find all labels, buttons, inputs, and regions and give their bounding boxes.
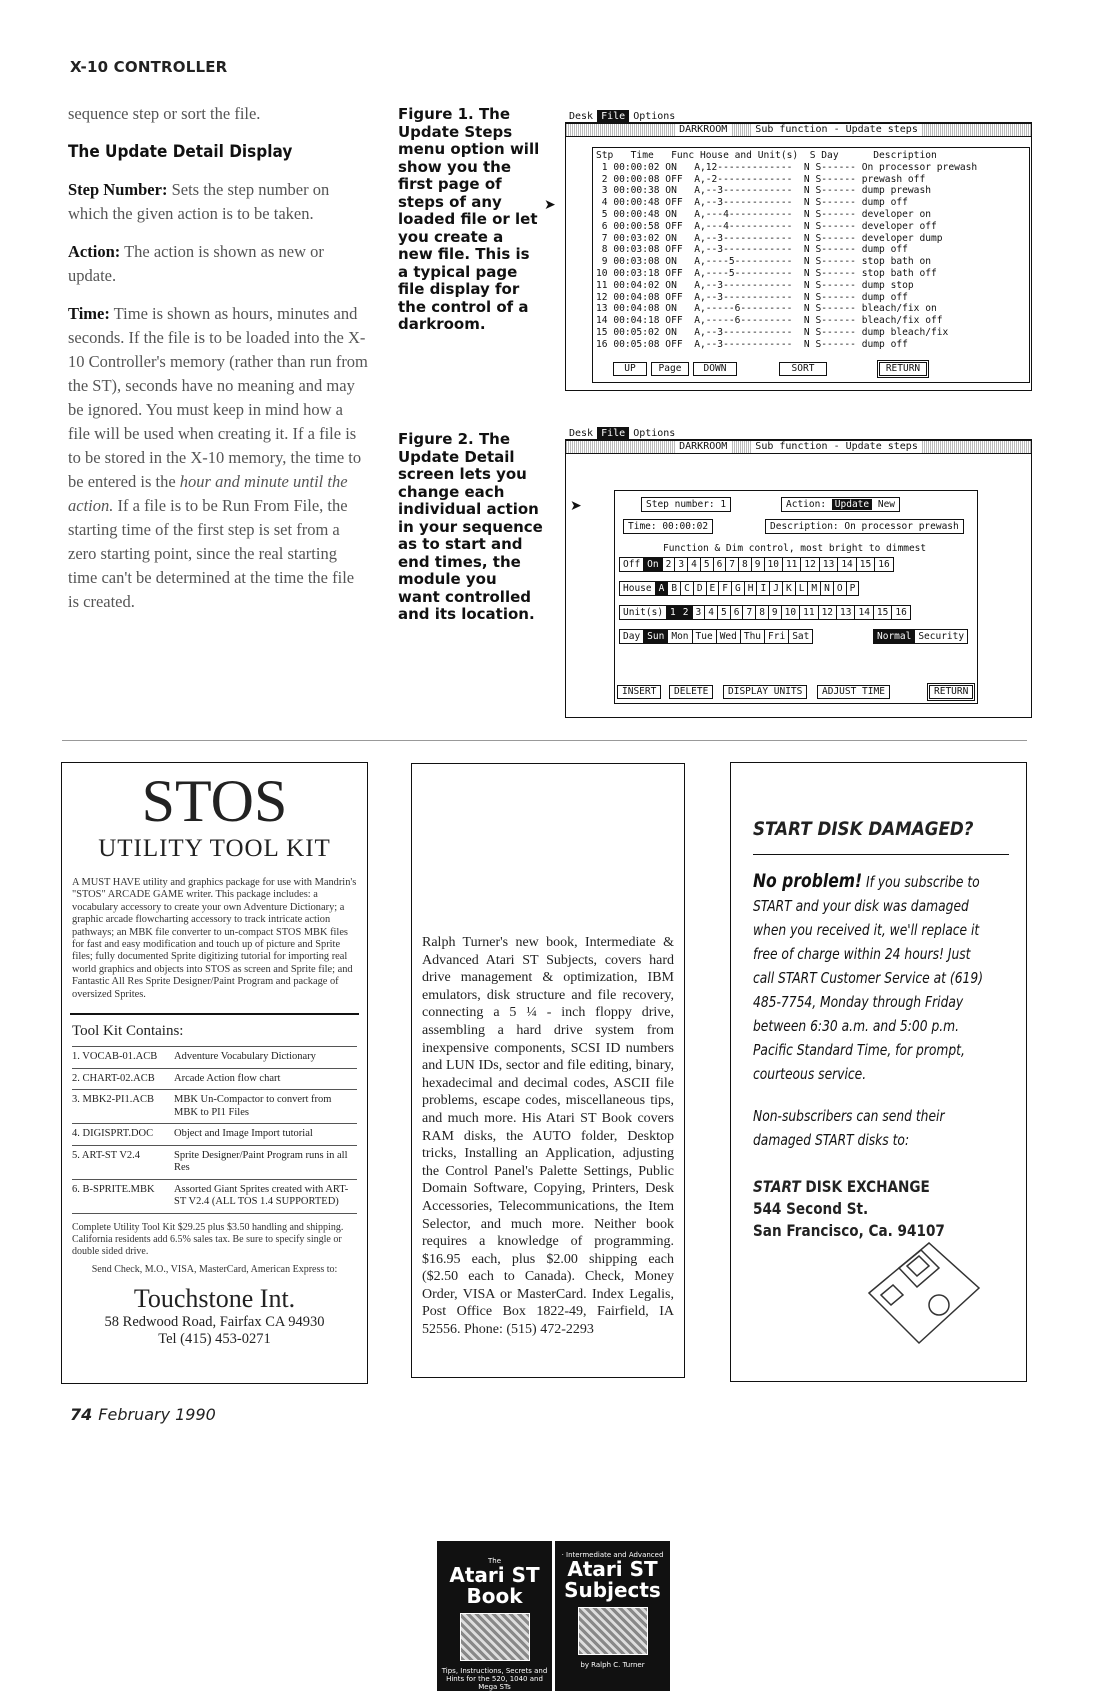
selector-box[interactable]: L xyxy=(796,582,809,595)
selector-box[interactable]: 16 xyxy=(878,559,890,570)
divider xyxy=(62,740,1027,741)
list-item xyxy=(72,1047,357,1069)
book-cover-title: Atari ST Book xyxy=(449,1563,540,1608)
start-body xyxy=(753,869,991,1086)
action-update-option[interactable]: Update xyxy=(832,499,872,510)
ad-title: STOS xyxy=(141,768,288,834)
selector-box[interactable]: D xyxy=(694,582,707,595)
address-brand: START xyxy=(753,1177,801,1196)
selector-box[interactable]: 11 xyxy=(783,558,801,571)
selector-box[interactable]: C xyxy=(681,582,694,595)
article-paragraph xyxy=(68,240,368,288)
insert-button[interactable]: INSERT xyxy=(617,685,661,699)
kit-heading: Tool Kit Contains: xyxy=(72,1023,184,1040)
list-item xyxy=(72,1146,357,1180)
kit-list xyxy=(72,1046,357,1214)
book-cover-author: by Ralph C. Turner xyxy=(580,1661,645,1669)
figure1-screen xyxy=(544,110,1032,391)
selector-box[interactable]: 16 xyxy=(895,607,907,618)
security-option[interactable]: Security xyxy=(918,631,965,642)
action-new-option[interactable]: New xyxy=(877,499,896,510)
step-number-label: Step number: xyxy=(646,499,715,510)
selector-box[interactable]: H xyxy=(745,582,758,595)
steps-panel xyxy=(592,147,1030,383)
article-heading: The Update Detail Display xyxy=(68,142,293,162)
kit-desc: Object and Image Import tutorial xyxy=(174,1128,313,1140)
return-button[interactable]: RETURN xyxy=(929,685,973,699)
selector-box[interactable]: Thu xyxy=(741,630,765,643)
selector-box[interactable]: K xyxy=(783,582,796,595)
selector-box[interactable]: E xyxy=(707,582,720,595)
display-units-button[interactable]: DISPLAY UNITS xyxy=(723,685,807,699)
selector-box[interactable]: M xyxy=(808,582,821,595)
kit-desc: Sprite Designer/Paint Program runs in all Res xyxy=(174,1149,348,1174)
sort-button[interactable]: SORT xyxy=(779,362,827,376)
figure2-caption: Figure 2. The Update Detail screen lets you change each individual action in your sequence as to start and end times, the module you want controlled and its location. xyxy=(398,430,543,623)
selector-box[interactable]: Tue xyxy=(693,630,717,643)
selector-box[interactable]: 12 xyxy=(819,606,837,619)
selector-box[interactable]: 3 xyxy=(693,606,706,619)
kit-file: 1. VOCAB-01.ACB xyxy=(72,1051,158,1063)
step-number-value: 1 xyxy=(720,499,727,510)
selector-box[interactable]: I xyxy=(757,582,770,595)
selector-box[interactable]: 14 xyxy=(855,606,873,619)
section-header: X-10 CONTROLLER xyxy=(70,58,228,76)
selector-box[interactable]: 5 xyxy=(718,606,731,619)
book-cover-atari-st-book xyxy=(437,1541,552,1699)
address-text: DISK EXCHANGE xyxy=(800,1177,930,1196)
selector-box[interactable]: 3 xyxy=(675,558,688,571)
function-selector xyxy=(619,557,894,572)
selector-box[interactable]: Off xyxy=(620,558,644,571)
term-text-italic: hour and minute until the action. xyxy=(68,472,348,515)
selector-box[interactable]: Fri xyxy=(765,630,789,643)
book-cover-title: Atari ST Subjects xyxy=(564,1557,661,1602)
list-item xyxy=(72,1180,357,1214)
selector-box[interactable]: Wed xyxy=(717,630,741,643)
ad-subtitle: UTILITY TOOL KIT xyxy=(98,835,331,862)
page-button[interactable]: Page xyxy=(651,362,689,376)
kit-file: 3. MBK2-PI1.ACB xyxy=(72,1094,154,1106)
selector-box[interactable]: J xyxy=(770,582,783,595)
menu-bar xyxy=(565,110,1032,123)
selector-box[interactable]: 2 xyxy=(680,606,693,619)
house-selector xyxy=(619,581,859,596)
stos-ad xyxy=(61,762,368,1384)
normal-option[interactable]: Normal xyxy=(874,630,915,643)
selector-box[interactable]: F xyxy=(719,582,732,595)
list-item xyxy=(72,1090,357,1124)
window-titlebar xyxy=(565,123,1032,137)
row-label: Unit(s) xyxy=(620,606,667,619)
selector-box[interactable]: On xyxy=(644,558,662,571)
down-button[interactable]: DOWN xyxy=(693,362,737,376)
menu-options[interactable]: Options xyxy=(633,111,676,122)
figure1-caption: Figure 1. The Update Steps menu option will show you the first page of steps of any loaded file or let you create a new file. This is a typical page file display for the control of a darkroom. xyxy=(398,105,540,333)
row-label: House xyxy=(620,582,656,595)
selector-box[interactable]: 15 xyxy=(857,558,875,571)
selector-box[interactable]: 15 xyxy=(874,606,892,619)
address-line: San Francisco, Ca. 94107 xyxy=(753,1221,945,1240)
selector-box[interactable]: 5 xyxy=(701,558,714,571)
price-text: Complete Utility Tool Kit $29.25 plus $3.50 handling and shipping. California residents add 6.5% sales tax. Be sure to specify single or double sided drive. xyxy=(72,1221,344,1257)
mouse-pointer-icon: ➤ xyxy=(544,197,556,213)
step-number-field[interactable] xyxy=(641,497,731,512)
list-item xyxy=(72,1069,357,1091)
selector-box[interactable]: 4 xyxy=(705,606,718,619)
address-line xyxy=(753,1176,985,1198)
selector-box[interactable]: 11 xyxy=(800,606,818,619)
term-label: Step Number: xyxy=(68,180,168,199)
term-text: If a file is to be Run From File, the starting time of the first step is set from a zero starting point, since the real starting time can't be determined at the time the file is created. xyxy=(68,496,355,611)
selector-box[interactable]: G xyxy=(732,582,745,595)
selector-box[interactable]: 10 xyxy=(782,606,800,619)
address-line: 544 Second St. xyxy=(753,1199,869,1218)
book-cover-author: by Ralph C. Turner xyxy=(462,1691,527,1699)
selector-box[interactable]: Sat xyxy=(792,631,810,642)
term-label: Time: xyxy=(68,304,110,323)
start-ad xyxy=(730,762,1027,1382)
steps-table: Stp Time Func House and Unit(s) S Day Description 1 00:00:02 ON A,12------------- N S------ On processor prewash 2 00:00:08 OFF A,-2------------- N S------ prewash off 3 00:00:38 ON A,--3------------ N S------ dump prewash 4 00:00:48 OFF A,--3------------ N S------ dump off 5 00:00:48 ON A,---4----------- N S------ developer on 6 00:00:58 OFF A,---4----------- N S------ developer off 7 00:03:02 ON A,--3------------ N S------ developer dump 8 00:03:08 OFF A,--3------------ N S------ dump off 9 00:03:08 ON A,----5---------- N S------ stop bath on 10 00:03:18 OFF A,----5---------- N S------ stop bath off 11 00:04:02 ON A,--3------------ N S------ dump stop 12 00:04:08 OFF A,--3------------ N S------ dump off 13 00:04:08 ON A,-----6--------- N S------ bleach/fix on 14 00:04:18 OFF A,-----6--------- N S------ bleach/fix off 15 00:05:02 ON A,--3------------ N S------ dump bleach/fix 16 00:05:08 OFF A,--3------------ N S------ dump off xyxy=(596,150,978,350)
adjust-time-button[interactable]: ADJUST TIME xyxy=(817,685,890,699)
ad-description: A MUST HAVE utility and graphics package for use with Mandrin's "STOS" ARCADE GAME writer. This package includes: a vocabulary accessory to create your own Adventure Dictionary; a graphic arcade flowcharting accessory to track intricate action pathways; an MBK file converter to un-compact STOS MBK files for fast and easy modification and touch up of picture and Sprite files; fully documented Sprite digitizing tutorial for importing real world graphics and objects into STOS as screen and Sprite file; and Fantastic All Res Sprite Designer/Paint Program and package of oversized Sprites. xyxy=(72,877,357,1000)
kit-desc: Arcade Action flow chart xyxy=(174,1072,281,1084)
delete-button[interactable]: DELETE xyxy=(669,685,713,699)
book-cover-atari-st-subjects xyxy=(555,1541,670,1691)
selector-box[interactable]: 7 xyxy=(726,558,739,571)
book-ad-text: Ralph Turner's new book, Intermediate & Advanced Atari ST Subjects, covers hard drive management & optimization, IBM emulators, disk structure and file recovery, connecting a 5 ¼ - inch floppy drive, assembling a hard drive system from inexpensive components, SCSI ID numbers and LUN IDs, sector and file editing, binary, hexadecimal and decimal codes, ASCII file problems, escape codes, miscellaneous tips, and much more. His Atari ST Book covers RAM disks, the AUTO folder, Desktop tricks, Installing an Application, adjusting the Control Panel's Palette Settings, Public Domain Software, Copying, Printers, Desk Accessories, Telecommunications, the Item Selector, and much more. Neither book requires a knowledge of programming. $16.95 each, plus $2.00 shipping each ($2.50 each to Canada). Check, Money Order, VISA or MasterCard. Index Legalis, Post Office Box 1822-49, Fairfield, IA 52556. Phone: (515) 472-2293 xyxy=(422,935,674,1338)
window-body xyxy=(544,137,1032,391)
kit-file: 2. CHART-02.ACB xyxy=(72,1072,155,1084)
selector-box[interactable]: 1 xyxy=(667,606,680,619)
divider xyxy=(70,1013,359,1015)
article-column xyxy=(68,102,368,628)
window-title: DARKROOM xyxy=(675,441,731,453)
action-label: Action: xyxy=(786,499,827,510)
day-selector xyxy=(619,629,813,644)
menu-desk[interactable]: Desk xyxy=(569,111,594,122)
menu-file[interactable]: File xyxy=(597,110,629,122)
selector-box[interactable]: 12 xyxy=(801,558,819,571)
selector-box[interactable]: 13 xyxy=(820,558,838,571)
book-ad xyxy=(411,763,685,1699)
selector-box[interactable]: 9 xyxy=(769,606,782,619)
term-text: The action is shown as new or update. xyxy=(68,242,324,285)
term-label: Action: xyxy=(68,242,121,261)
window-titlebar xyxy=(565,440,1032,454)
window-subtitle: Sub function - Update steps xyxy=(751,124,922,136)
selector-box[interactable]: P xyxy=(849,583,856,594)
kit-file: 5. ART-ST V2.4 xyxy=(72,1149,141,1161)
start-body-text: If you subscribe to START and your disk was damaged when you received it, we'll replace it free of charge within 24 hours! Just call START Customer Service at (619) 485-7754, Monday through Friday between 6:30 a.m. and 5:00 p.m. Pacific Standard Time, for prompt, courteous service. xyxy=(753,873,983,1083)
selector-box[interactable]: 8 xyxy=(756,606,769,619)
issue-date: February 1990 xyxy=(98,1405,216,1424)
menu-desk[interactable]: Desk xyxy=(569,428,594,439)
send-text: Send Check, M.O., VISA, MasterCard, American Express to: xyxy=(91,1263,338,1275)
action-field xyxy=(781,497,900,512)
divider xyxy=(753,854,1009,855)
kit-desc: Assorted Giant Sprites created with ART-ST V2.4 (ALL TOS 1.4 SUPPORTED) xyxy=(174,1183,349,1208)
page-footer xyxy=(70,1405,216,1424)
up-button[interactable]: UP xyxy=(613,362,647,376)
return-button[interactable]: RETURN xyxy=(879,362,927,376)
selector-box[interactable]: 9 xyxy=(752,558,765,571)
selector-box[interactable]: O xyxy=(834,582,847,595)
book-cover-text: Tips, Instructions, Secrets and Hints for the 520, 1040 and Mega STs xyxy=(441,1667,548,1691)
menu-file[interactable]: File xyxy=(597,427,629,439)
selector-box[interactable]: N xyxy=(821,582,834,595)
book-cover-text: The xyxy=(487,1557,502,1565)
selector-box[interactable]: 6 xyxy=(731,606,744,619)
kit-file: 6. B-SPRITE.MBK xyxy=(72,1183,155,1195)
menu-bar xyxy=(565,427,1032,440)
window-body xyxy=(565,454,1032,718)
start-heading: START DISK DAMAGED? xyxy=(753,818,974,840)
start-nonsub: Non-subscribers can send their damaged START disks to: xyxy=(753,1107,945,1149)
time-field[interactable]: Time: 00:00:02 xyxy=(623,519,713,534)
term-text: Time is shown as hours, minutes and seconds. If the file is to be loaded into the X-10 Controller's memory (rather than run from the ST), seconds have no meaning and may be ignored. You must keep in mind how a file will be used when creating it. If a file is to be stored in the X-10 memory, the time to be entered is the xyxy=(68,304,368,491)
company-phone: Tel (415) 453-0271 xyxy=(158,1330,271,1347)
window-title: DARKROOM xyxy=(675,124,731,136)
row-label: Day xyxy=(620,630,644,643)
company-address: 58 Redwood Road, Fairfax CA 94930 xyxy=(104,1313,325,1330)
kit-file: 4. DIGISPRT.DOC xyxy=(72,1128,154,1140)
selector-box[interactable]: 13 xyxy=(837,606,855,619)
floppy-disk-icon xyxy=(859,1233,989,1353)
selector-box[interactable]: 6 xyxy=(714,558,727,571)
menu-options[interactable]: Options xyxy=(633,428,676,439)
detail-panel xyxy=(614,490,978,704)
description-field[interactable]: Description: On processor prewash xyxy=(765,519,964,534)
selector-box[interactable]: B xyxy=(668,582,681,595)
figure2-screen xyxy=(565,427,1032,718)
book-cover-text: · Intermediate and Advanced xyxy=(561,1551,664,1559)
selector-box[interactable]: 2 xyxy=(663,558,676,571)
article-paragraph xyxy=(68,302,368,614)
article-paragraph: sequence step or sort the file. xyxy=(68,104,261,123)
term-text: Sets the step number on which the given action is to be taken. xyxy=(68,180,330,223)
kit-desc: MBK Un-Compactor to convert from MBK to PI1 Files xyxy=(174,1094,332,1118)
window-subtitle: Sub function - Update steps xyxy=(751,441,922,453)
list-item xyxy=(72,1124,357,1146)
company-name: Touchstone Int. xyxy=(133,1283,296,1313)
mode-selector xyxy=(873,629,968,644)
function-label: Function & Dim control, most bright to dimmest xyxy=(663,543,927,554)
selector-box[interactable]: 8 xyxy=(739,558,752,571)
selector-box[interactable]: Sun xyxy=(644,630,668,643)
selector-box[interactable]: Mon xyxy=(668,630,692,643)
screens-illustration-icon xyxy=(578,1607,648,1655)
selector-box[interactable]: A xyxy=(656,582,669,595)
mouse-pointer-icon: ➤ xyxy=(570,498,582,514)
selector-box[interactable]: 7 xyxy=(743,606,756,619)
selector-box[interactable]: 14 xyxy=(838,558,856,571)
page-number: 74 xyxy=(70,1405,93,1424)
article-paragraph xyxy=(68,178,368,226)
selector-box[interactable]: 10 xyxy=(765,558,783,571)
kit-desc: Adventure Vocabulary Dictionary xyxy=(174,1051,316,1063)
start-lead: No problem! xyxy=(753,870,863,892)
computer-illustration-icon xyxy=(460,1613,530,1661)
selector-box[interactable]: 4 xyxy=(688,558,701,571)
unit-selector xyxy=(619,605,911,620)
